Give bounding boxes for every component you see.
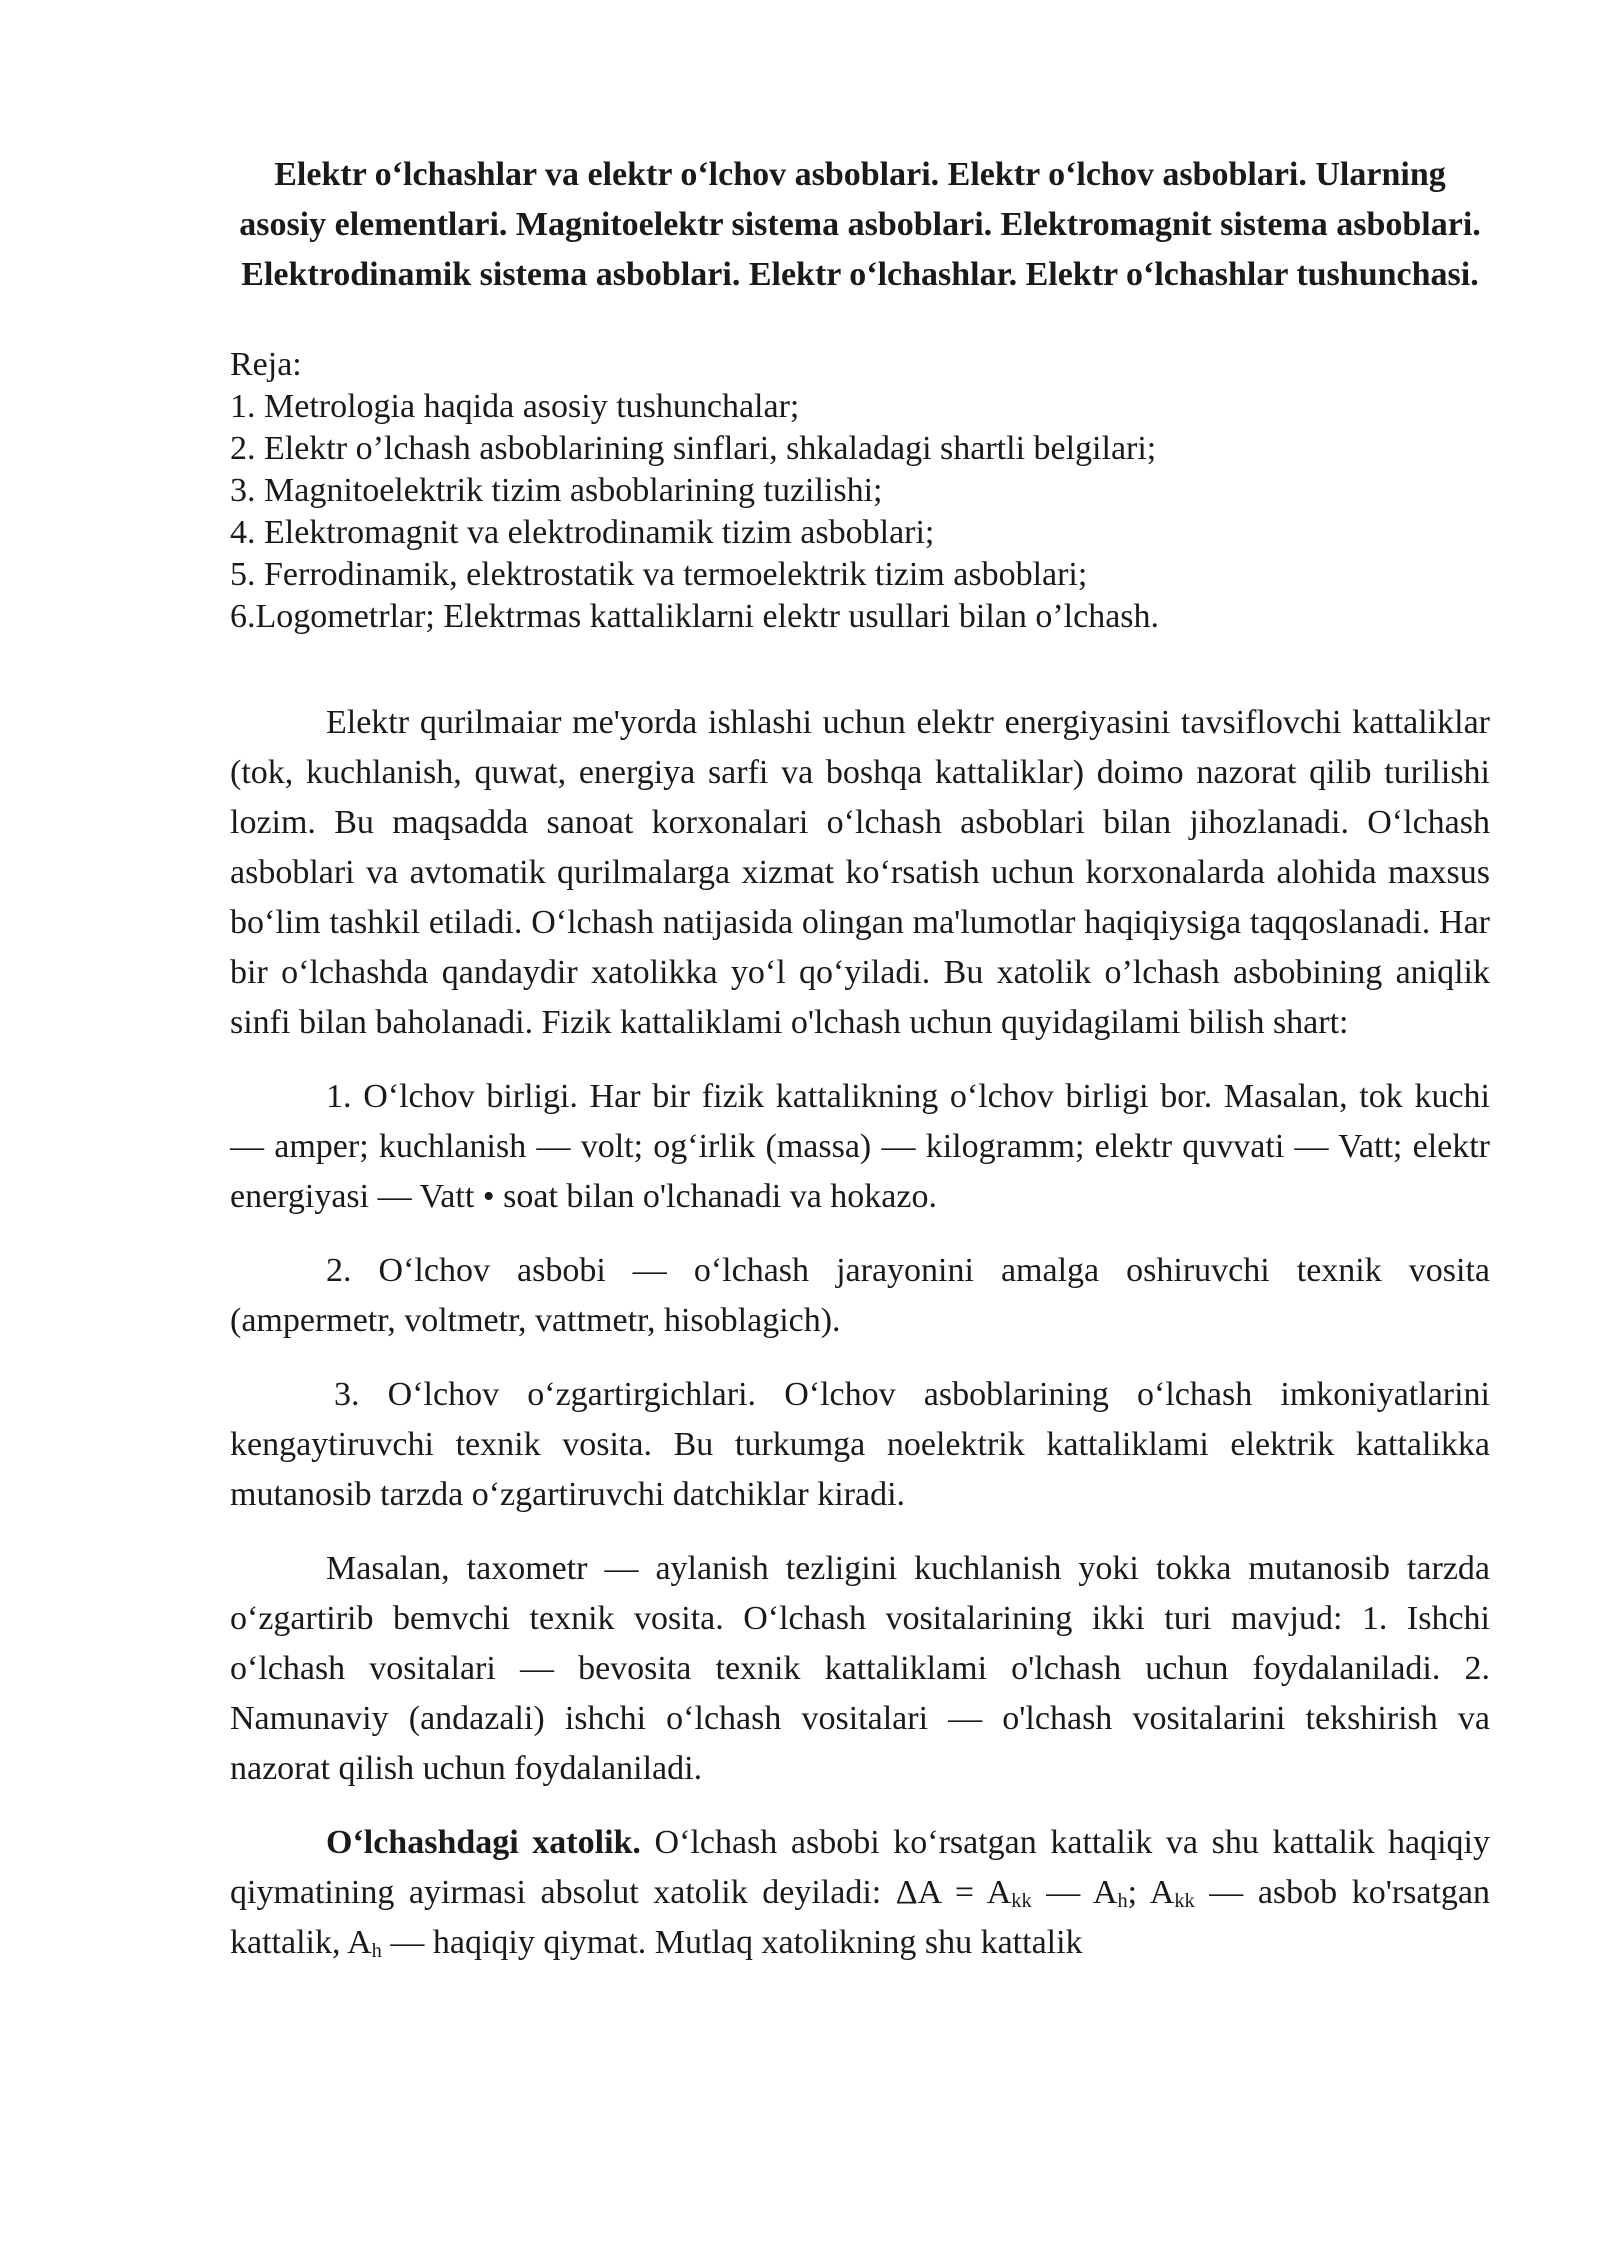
- error-paragraph: [230, 1818, 1490, 1968]
- plan-item: 1. Metrologia haqida asosiy tushunchalar;: [230, 388, 800, 425]
- plan-heading: Reja:: [230, 346, 302, 383]
- subscript-kk: kk: [1174, 1890, 1195, 1912]
- error-text: O‘lchash asbobi ko‘rsatgan kattalik va shu kattalik haqiqiy qiymatining ayirmasi absolut xatolik deyiladi: ΔA = A: [230, 1824, 1490, 1911]
- subscript-h: h: [1117, 1890, 1128, 1912]
- plan-item: 3. Magnitoelektrik tizim asboblarining tuzilishi;: [230, 472, 883, 509]
- error-heading: O‘lchashdagi xatolik.: [326, 1824, 641, 1861]
- transducer-paragraph: 3. O‘lchov o‘zgartirgichlari. O‘lchov asboblarining o‘lchash imkoniyatlarini kengaytiruvchi texnik vosita. Bu turkumga noelektrik kattaliklami elektrik kattalikka mutanosib tarzda o‘zgartiruvchi datchiklar kiradi.: [230, 1376, 1490, 1513]
- plan-item: 6.Logometrlar; Elektrmas kattaliklarni elektr usullari bilan o’lchash.: [230, 598, 1160, 635]
- plan-item: 2. Elektr o’lchash asboblarining sinflari, shkaladagi shartli belgilari;: [230, 430, 1157, 467]
- error-text: — haqiqiy qiymat. Mutlaq xatolikning shu kattalik: [381, 1924, 1083, 1961]
- document-page: [230, 0, 1490, 1968]
- plan-item: 5. Ferrodinamik, elektrostatik va termoelektrik tizim asboblari;: [230, 556, 1088, 593]
- intro-paragraph: Elektr qurilmaiar me'yorda ishlashi uchun elektr energiyasini tavsiflovchi kattaliklar (tok, kuchlanish, quwat, energiya sarfi va boshqa kattaliklar) doimo nazorat qilib turilishi lozim. Bu maqsadda sanoat korxonalari o‘lchash asboblari bilan jihozlanadi. O‘lchash asboblari va avtomatik qurilmalarga xizmat ko‘rsatish uchun korxonalarda alohida maxsus bo‘lim tashkil etiladi. O‘lchash natijasida olingan ma'lumotlar haqiqiysiga taqqoslanadi. Har bir o‘lchashda qandaydir xatolikka yo‘l qo‘yiladi. Bu xatolik o’lchash asbobining aniqlik sinfi bilan baholanadi. Fizik kattaliklami o'lchash uchun quyidagilami bilish shart:: [230, 704, 1490, 1041]
- unit-paragraph: 1. O‘lchov birligi. Har bir fizik kattalikning o‘lchov birligi bor. Masalan, tok kuchi — amper; kuchlanish — volt; og‘irlik (massa) — kilogramm; elektr quvvati — Vatt; elektr energiyasi — Vatt • soat bilan o'lchanadi va hokazo.: [230, 1078, 1490, 1215]
- error-text: — A: [1031, 1874, 1118, 1911]
- instrument-paragraph: 2. O‘lchov asbobi — o‘lchash jarayonini amalga oshiruvchi texnik vosita (ampermetr, voltmetr, vattmetr, hisoblagich).: [230, 1252, 1490, 1339]
- document-title: Elektr o‘lchashlar va elektr o‘lchov asboblari. Elektr o‘lchov asboblari. Ularning asosiy elementlari. Magnitoelektr sistema asboblari. Elektromagnit sistema asboblari. Elektrodinamik sistema asboblari. Elektr o‘lchashlar. Elektr o‘lchashlar tushunchasi.: [239, 156, 1481, 293]
- subscript-kk: kk: [1011, 1890, 1032, 1912]
- plan-item: 4. Elektromagnit va elektrodinamik tizim asboblari;: [230, 514, 935, 551]
- example-paragraph: Masalan, taxometr — aylanish tezligini kuchlanish yoki tokka mutanosib tarzda o‘zgartirib bemvchi texnik vosita. O‘lchash vositalarining ikki turi mavjud: 1. Ishchi o‘lchash vositalari — bevosita texnik kattaliklami o'lchash uchun foydalaniladi. 2. Namunaviy (andazali) ishchi o‘lchash vositalari — o'lchash vositalarini tekshirish va nazorat qilish uchun foydalaniladi.: [230, 1550, 1490, 1787]
- plan-section: [230, 344, 1490, 638]
- error-text: — asbob ko'rsatgan kattalik, A: [230, 1874, 1491, 1961]
- error-text: ; A: [1127, 1874, 1175, 1911]
- subscript-h: h: [371, 1940, 382, 1962]
